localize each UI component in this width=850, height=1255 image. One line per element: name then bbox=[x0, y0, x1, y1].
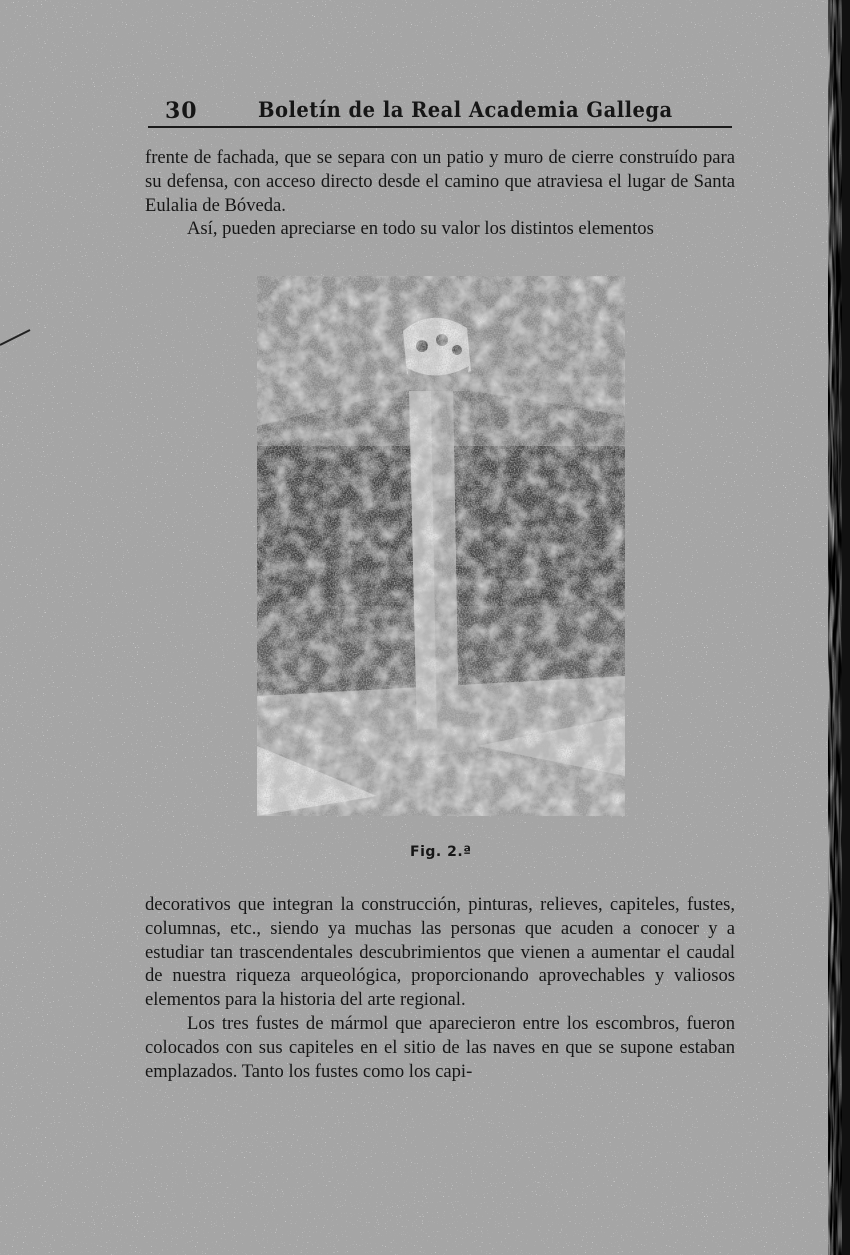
paragraph: frente de fachada, que se separa con un patio y muro de cierre construído para su defensa, con acceso directo desde el camino que atraviesa el lugar de Santa Eulalia de Bóveda. bbox=[145, 147, 735, 216]
binding-edge bbox=[828, 0, 850, 1255]
paragraph: Los tres fustes de mármol que aparecieron entre los escombros, fueron colocados con sus capiteles en el sitio de las naves en que se supone estaban emplazados. Tanto los fustes como los capi- bbox=[145, 1012, 735, 1082]
running-title: Boletín de la Real Academia Gallega bbox=[258, 97, 673, 122]
page-number: 30 bbox=[165, 98, 198, 124]
body-text-bottom bbox=[145, 893, 735, 1083]
column-photograph bbox=[257, 276, 625, 816]
column-photo-art bbox=[257, 276, 625, 816]
body-text-top bbox=[145, 146, 735, 241]
paragraph: decorativos que integran la construcción, pinturas, relieves, capiteles, fustes, columnas, etc., siendo ya muchas las personas que acuden a conocer y a estudiar tan trascendentales descubrimientos que vienen a aumentar el caudal de nuestra riqueza arqueológica, proporcionando aprovechables y valiosos elementos para la historia del arte regional. bbox=[145, 894, 735, 1011]
paragraph: Así, pueden apreciarse en todo su valor los distintos elementos bbox=[187, 218, 654, 240]
header-rule bbox=[148, 126, 732, 128]
figure-caption: Fig. 2.ª bbox=[410, 844, 472, 860]
